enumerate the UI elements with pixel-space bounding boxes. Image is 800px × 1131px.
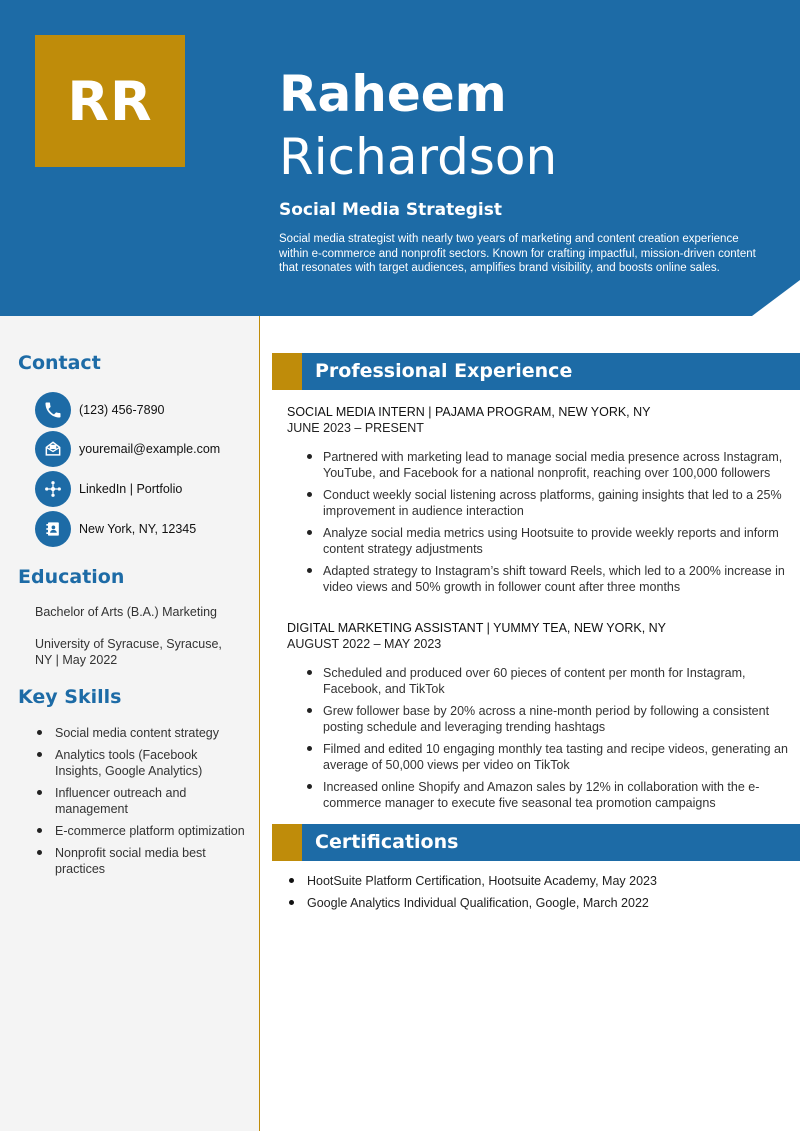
list-item: Social media content strategy (35, 725, 245, 741)
email-text[interactable]: youremail@example.com (79, 442, 221, 456)
first-name: Raheem (279, 65, 507, 123)
list-item: HootSuite Platform Certification, Hootsuite Academy, May 2023 (287, 873, 787, 889)
phone-text[interactable]: (123) 456-7890 (79, 403, 165, 417)
certifications-list (287, 873, 787, 917)
education-school: University of Syracuse, Syracuse, NY | May 2022 (35, 637, 222, 667)
list-item: Google Analytics Individual Qualification, Google, March 2022 (287, 895, 787, 911)
skills-heading: Key Skills (18, 686, 122, 708)
experience-section-bar (272, 353, 800, 390)
job-dates-2: AUGUST 2022 – MAY 2023 (287, 637, 442, 651)
list-item: Nonprofit social media best practices (35, 845, 245, 877)
address-book-icon (35, 511, 71, 547)
education-degree: Bachelor of Arts (B.A.) Marketing (35, 605, 218, 619)
list-item: Grew follower base by 20% across a nine-month period by following a consistent posting schedule and leveraging trending hashtags (305, 703, 790, 735)
email-icon (35, 431, 71, 467)
resume-header (0, 0, 800, 316)
contact-links (35, 471, 182, 507)
job-title-2: DIGITAL MARKETING ASSISTANT | YUMMY TEA, NEW YORK, NY (287, 621, 667, 635)
list-item: Filmed and edited 10 engaging monthly tea tasting and recipe videos, generating an average of 50,000 views per video on TikTok (305, 741, 790, 773)
list-item: Analyze social media metrics using Hootsuite to provide weekly reports and inform content strategy adjustments (305, 525, 790, 557)
section-accent (272, 353, 302, 390)
summary-text: Social media strategist with nearly two years of marketing and content creation experience within e-commerce and nonprofit sectors. Known for crafting impactful, mission-driven content that resonates with target audiences, amplifies brand visibility, and boosts online sales. (279, 233, 756, 274)
list-item: Scheduled and produced over 60 pieces of content per month for Instagram, Facebook, and TikTok (305, 665, 790, 697)
links-text[interactable]: LinkedIn | Portfolio (79, 482, 183, 496)
job-title-1: SOCIAL MEDIA INTERN | PAJAMA PROGRAM, NEW YORK, NY (287, 405, 651, 419)
skills-list (35, 725, 245, 883)
monogram-badge (35, 35, 185, 167)
certifications-section-bar (272, 824, 800, 861)
experience-heading: Professional Experience (315, 360, 573, 382)
contact-email (35, 431, 220, 467)
address-text: New York, NY, 12345 (79, 522, 197, 536)
contact-phone (35, 392, 164, 428)
list-item: Influencer outreach and management (35, 785, 245, 817)
last-name: Richardson (279, 128, 558, 186)
education-heading: Education (18, 566, 125, 588)
job-bullets-1 (305, 449, 790, 601)
list-item: Adapted strategy to Instagram’s shift toward Reels, which led to a 200% increase in video views and 50% growth in follower count after three months (305, 563, 790, 595)
network-icon (35, 471, 71, 507)
column-divider (259, 316, 260, 1131)
contact-heading: Contact (18, 352, 101, 374)
list-item: Partnered with marketing lead to manage social media presence across Instagram, YouTube, and Facebook for a national nonprofit, reaching over 100,000 followers (305, 449, 790, 481)
job-bullets-2 (305, 665, 790, 817)
job-title: Social Media Strategist (279, 200, 503, 220)
section-accent (272, 824, 302, 861)
job-dates-1: JUNE 2023 – PRESENT (287, 421, 424, 435)
list-item: Analytics tools (Facebook Insights, Google Analytics) (35, 747, 245, 779)
contact-address (35, 511, 196, 547)
header-corner-cut (752, 280, 800, 316)
list-item: Increased online Shopify and Amazon sales by 12% in collaboration with the e-commerce manager to execute five seasonal tea promotion campaigns (305, 779, 790, 811)
list-item: E-commerce platform optimization (35, 823, 245, 839)
monogram-text: RR (67, 69, 153, 133)
phone-icon (35, 392, 71, 428)
list-item: Conduct weekly social listening across platforms, gaining insights that led to a 25% improvement in audience interaction (305, 487, 790, 519)
certifications-heading: Certifications (315, 831, 459, 853)
